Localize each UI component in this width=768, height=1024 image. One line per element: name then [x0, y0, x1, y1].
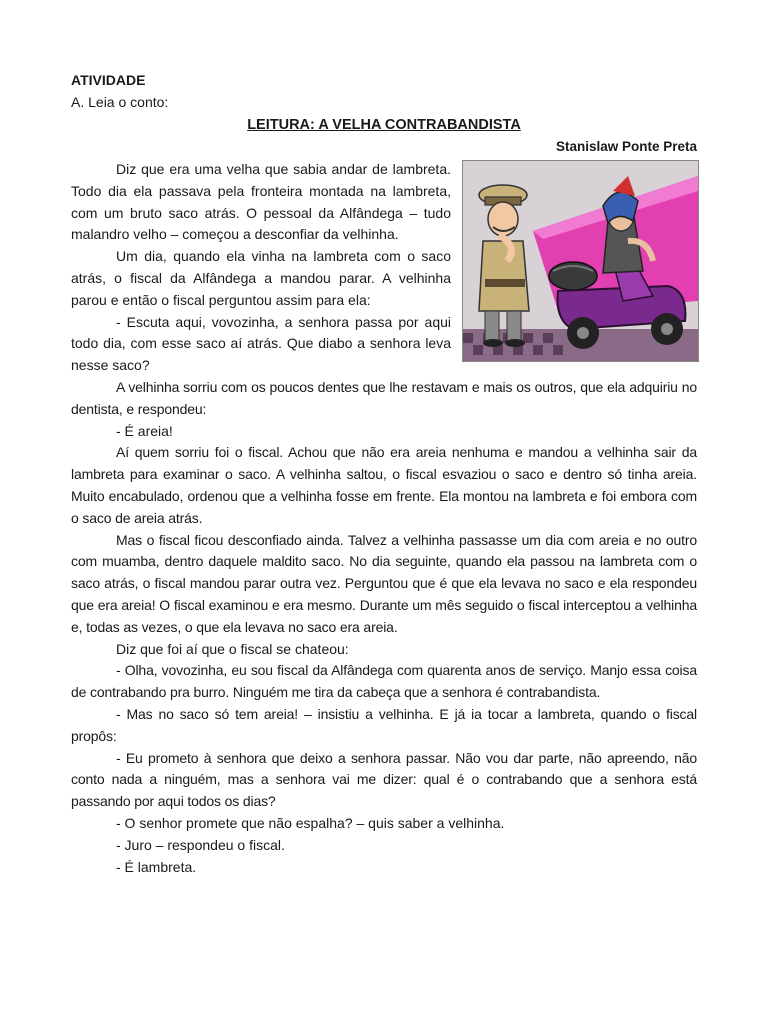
story-paragraph: Um dia, quando ela vinha na lambreta com o saco atrás, o fiscal da Alfândega a mandou parar. A velhinha parou e então o fiscal perguntou assim para ela: — [71, 248, 451, 308]
story-paragraph: Diz que era uma velha que sabia andar de lambreta. Todo dia ela passava pela fronteira montada na lambreta, com um bruto saco atrás. O pessoal da Alfândega – tudo malandro velho – começou a desconfiar da velhinha. — [71, 161, 451, 243]
activity-heading: ATIVIDADE — [71, 72, 146, 88]
story-paragraph: - Mas no saco só tem areia! – insistiu a velhinha. E já ia tocar a lambreta, quando o fiscal propôs: — [71, 705, 697, 744]
story-paragraph: Mas o fiscal ficou desconfiado ainda. Talvez a velhinha passasse um dia com areia e no outro com muamba, dentro daquele maldito saco. No dia seguinte, quando ela passou na lambreta com o saco atrás, o fiscal mandou parar outra vez. Perguntou que é que ela levava no saco e ela respondeu que era areia! O fiscal examinou e era mesmo. Durante um mês seguido o fiscal interceptou a velhinha e, todas as vezes, o que ela levava no saco era areia. — [71, 531, 697, 635]
story-paragraph: A velhinha sorriu com os poucos dentes que lhe restavam e mais os outros, que ela adquiriu no dentista, e respondeu: — [71, 378, 697, 417]
story-paragraph: Diz que foi aí que o fiscal se chateou: — [116, 640, 349, 657]
story-body — [71, 159, 697, 878]
story-paragraph: - O senhor promete que não espalha? – quis saber a velhinha. — [116, 814, 505, 831]
instruction-text: A. Leia o conto: — [71, 94, 169, 110]
story-paragraph: - É lambreta. — [116, 858, 197, 875]
story-paragraph: - Eu prometo à senhora que deixo a senhora passar. Não vou dar parte, não apreendo, não conto nada a ninguém, mas a senhora vai me dizer: qual é o contrabando que a senhora está passando por aqui todos os dias? — [71, 749, 697, 810]
story-paragraph: - Olha, vovozinha, eu sou fiscal da Alfândega com quarenta anos de serviço. Manjo essa coisa de contrabando pra burro. Ninguém me tira da cabeça que a senhora é contrabandista. — [71, 662, 697, 701]
story-author: Stanislaw Ponte Preta — [555, 139, 697, 154]
story-paragraph: - Juro – respondeu o fiscal. — [116, 836, 285, 853]
story-paragraph: Aí quem sorriu foi o fiscal. Achou que não era areia nenhuma e mandou a velhinha sair da lambreta para examinar o saco. A velhinha saltou, o fiscal esvaziou o saco e dentro só tinha areia. Muito encabulado, ordenou que a velhinha fosse em frente. Ela montou na lambreta e foi embora com o saco de areia atrás. — [71, 444, 697, 526]
story-paragraph: - É areia! — [116, 422, 173, 439]
story-paragraph: - Escuta aqui, vovozinha, a senhora passa por aqui todo dia, com esse saco aí atrás. Que diabo a senhora leva nesse saco? — [71, 313, 451, 374]
story-title: LEITURA: A VELHA CONTRABANDISTA — [247, 117, 521, 133]
